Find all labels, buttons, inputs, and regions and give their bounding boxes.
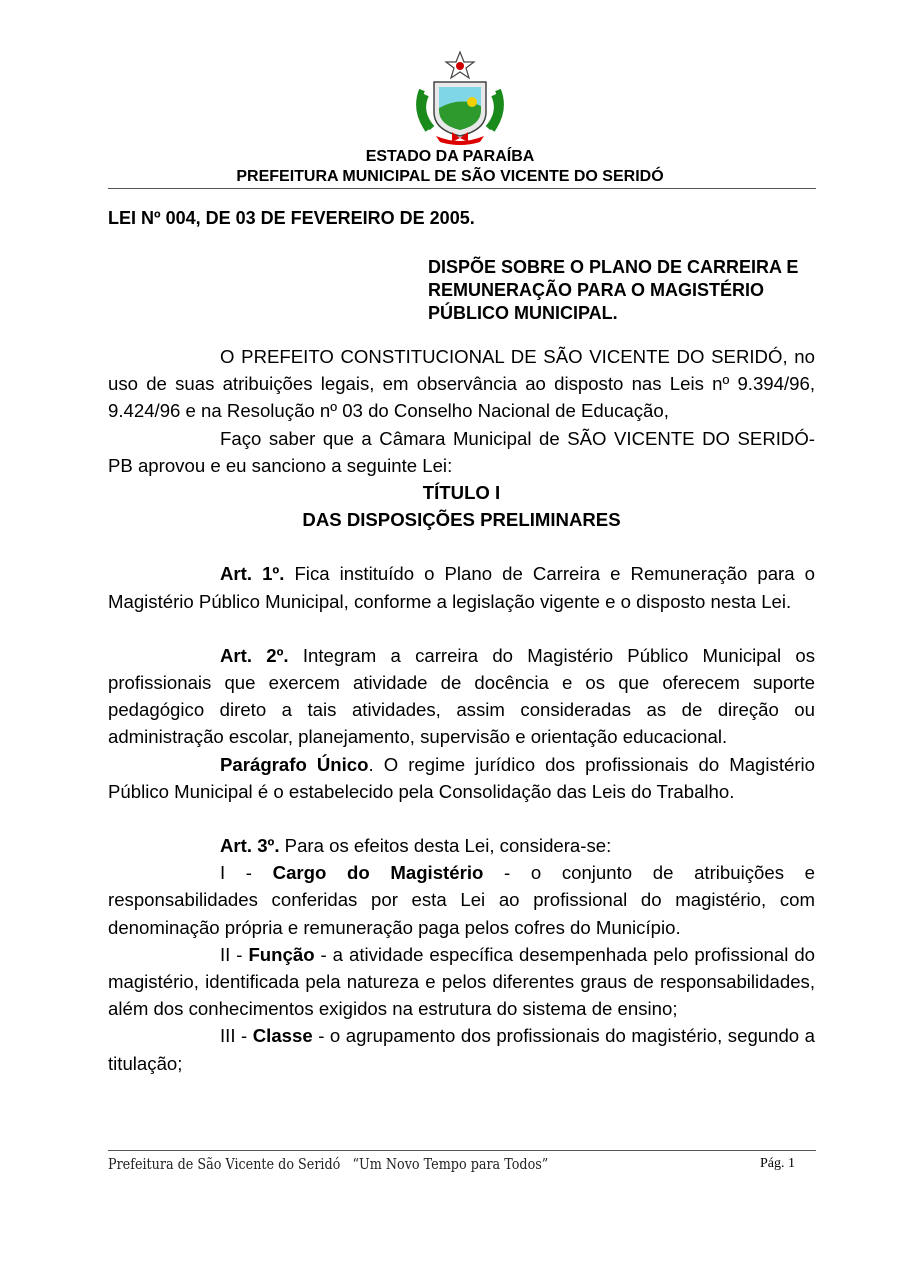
item-iii-number: III - [220,1025,253,1047]
item-i [108,859,815,941]
paragraph-unico [108,751,815,805]
paragraph-text: . O regime jurídico dos profissionais do Magistério Público Municipal é o estabelecido pela Consolidação das Leis do Trabalho. [108,753,815,802]
article-1-label: Art. 1º. [220,563,285,585]
article-1-text: Fica instituído o Plano de Carreira e Remuneração para o Magistério Público Municipal, conforme a legislação vigente e o disposto nesta Lei. [108,563,815,612]
article-2-text: Integram a carreira do Magistério Público Municipal os profissionais que exercem atividade de docência e os que oferecem suporte pedagógico direto a tais atividades, assim consideradas as de direção ou administração escolar, planejamento, supervisão e orientação educacional. [108,644,815,748]
item-ii [108,941,815,1023]
article-3-label: Art. 3º. [220,835,280,857]
item-ii-text: - a atividade específica desempenhada pelo profissional do magistério, identificada pela natureza e pelos diferentes graus de responsabilidades, além dos conhecimentos exigidos na estrutura do sistema de ensino; [108,943,816,1020]
article-3 [108,832,815,859]
title-name: DAS DISPOSIÇÕES PRELIMINARES [302,509,621,531]
footer-divider [108,1150,816,1151]
header-divider [108,188,816,189]
item-iii-label: Classe [252,1025,313,1047]
item-i-number: I - [220,862,273,884]
law-title: LEI Nº 004, DE 03 DE FEVEREIRO DE 2005. [108,208,475,228]
page-number: Pág. 1 [760,1156,795,1171]
article-2 [108,642,815,751]
law-ementa: DISPÕE SOBRE O PLANO DE CARREIRA E REMUNERAÇÃO PARA O MAGISTÉRIO PÚBLICO MUNICIPAL. [428,257,799,323]
preamble-2: Faço saber que a Câmara Municipal de SÃO VICENTE DO SERIDÓ-PB aprovou e eu sanciono a seguinte Lei: [108,427,815,476]
header-state: ESTADO DA PARAÍBA [365,148,535,165]
item-i-label: Cargo do Magistério [272,862,484,884]
paragraph-label: Parágrafo Único [220,753,369,775]
footer-text: Prefeitura de São Vicente do Seridó “Um Novo Tempo para Todos” [108,1155,549,1173]
coat-of-arms-logo [410,50,510,145]
item-iii [108,1022,815,1076]
header-city: PREFEITURA MUNICIPAL DE SÃO VICENTE DO SERIDÓ [236,168,664,185]
article-3-text: Para os efeitos desta Lei, considera-se: [279,835,612,857]
article-2-label: Art. 2º. [220,644,289,666]
article-1 [108,560,815,614]
title-heading: TÍTULO I [422,482,501,504]
law-body [108,343,815,1077]
item-ii-label: Função [248,943,315,965]
item-i-text: - o conjunto de atribuições e responsabilidades conferidas por esta Lei ao profissional do magistério, com denominação própria e remuneração paga pelos cofres do Município. [108,862,815,938]
item-ii-number: II - [220,943,249,965]
item-iii-text: - o agrupamento dos profissionais do magistério, segundo a titulação; [108,1025,815,1074]
preamble-1: O PREFEITO CONSTITUCIONAL DE SÃO VICENTE DO SERIDÓ, no uso de suas atribuições legais, em observância ao disposto nas Leis nº 9.394/96, 9.424/96 e na Resolução nº 03 do Conselho Nacional de Educação, [108,346,815,422]
